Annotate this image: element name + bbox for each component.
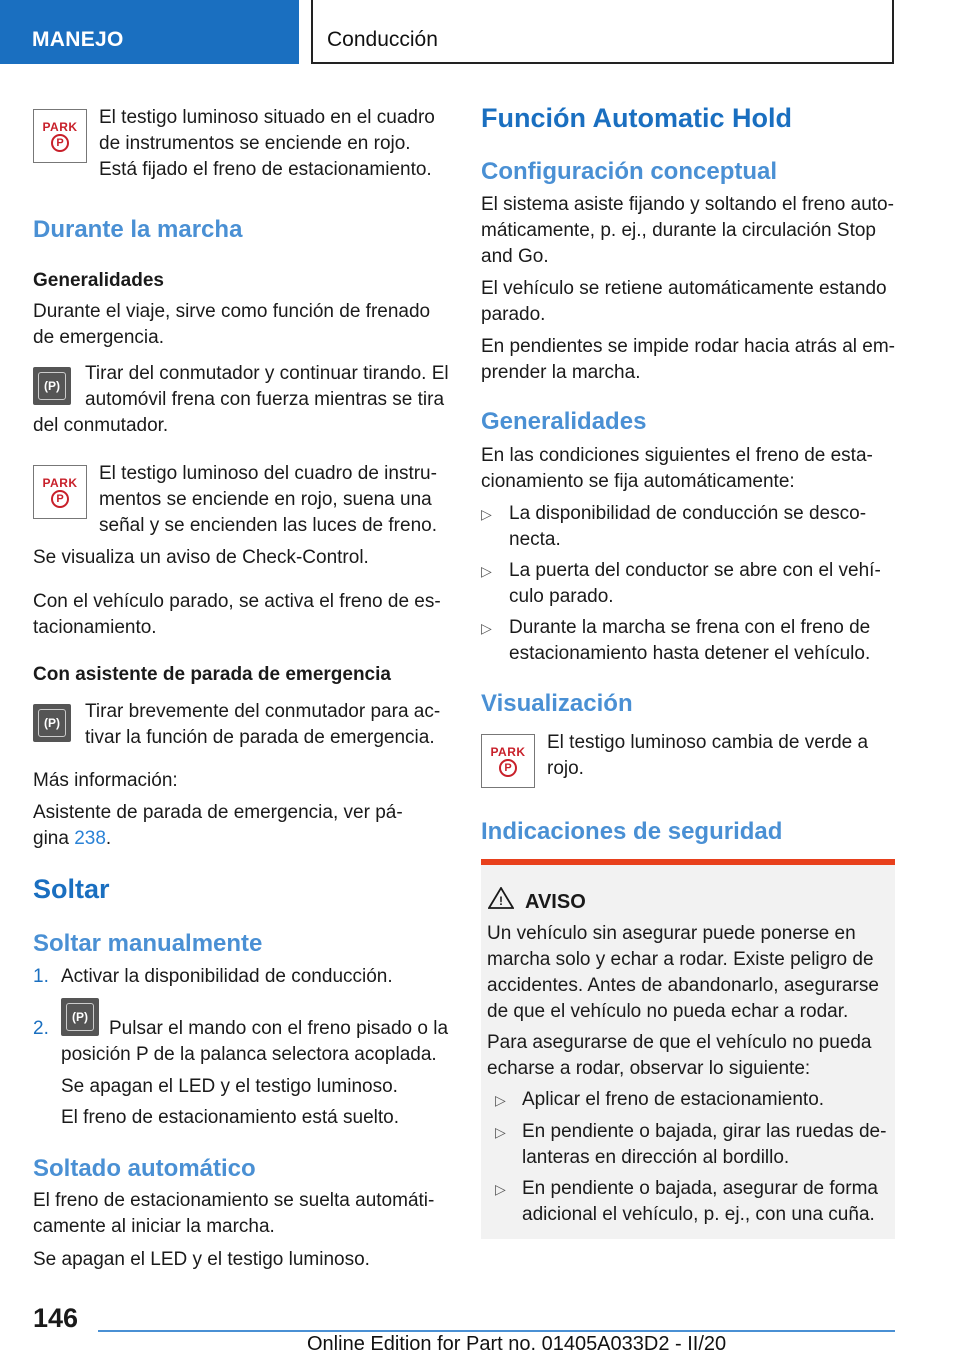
visualizacion-heading: Visualización: [481, 690, 633, 717]
list-item: La disponibilidad de conducción se desco- necta.: [509, 503, 867, 550]
parado-text: Con el vehículo parado, se activa el freno de es- tacionamiento.: [33, 591, 441, 638]
auto-text: El freno de estacionamiento se suelta automáti- camente al iniciar la marcha.: [33, 1190, 435, 1237]
seguridad-heading: Indicaciones de seguridad: [481, 818, 783, 845]
asistente-heading: Con asistente de parada de emergencia: [33, 664, 391, 685]
soltado-automatico-heading: Soltado automático: [33, 1155, 256, 1182]
asistente-text: Tirar brevemente del conmutador para ac- tivar la función de parada de emergencia.: [85, 701, 441, 748]
mas-info-label: Más información:: [33, 770, 178, 791]
section-title: MANEJO: [32, 28, 124, 51]
chapter-title: Conducción: [327, 28, 438, 51]
footer-divider: [98, 1330, 895, 1332]
bullet-icon: ▷: [495, 1124, 506, 1140]
list-item: En pendiente o bajada, girar las ruedas de- lanteras en dirección al bordillo.: [522, 1121, 887, 1168]
step-2-sub-1: Se apagan el LED y el testigo luminoso.: [61, 1076, 398, 1097]
tirar-text: Tirar del conmutador y continuar tirando. El automóvil frena con fuerza mientras se tira del conmutador.: [33, 363, 449, 436]
chapter-tab: [311, 0, 894, 64]
parking-switch-icon: (P): [61, 998, 99, 1036]
soltar-heading: Soltar: [33, 874, 110, 904]
pendiente-text: En pendientes se impide rodar hacia atrás al em- prender la marcha.: [481, 336, 896, 383]
durante-heading: Durante la marcha: [33, 216, 243, 243]
list-item: En pendiente o bajada, asegurar de forma adicional el vehículo, p. ej., con una cuña.: [522, 1178, 878, 1225]
list-item: Aplicar el freno de estacionamiento.: [522, 1089, 825, 1110]
svg-text:!: !: [499, 894, 503, 908]
warning-text: Un vehículo sin asegurar puede ponerse en marcha solo y echar a rodar. Existe peligro de accidentes. Antes de abandonarlo, asegurarse de que el vehículo no pueda echar a rodar.: [487, 923, 879, 1022]
park-text-2: El testigo luminoso del cuadro de instru- mentos se enciende en rojo, suena una señal y se encienden las luces de freno.: [99, 463, 437, 536]
step-2: 2. Pulsar el mando con el freno pisado o la posición P de la palanca selectora acoplada.: [33, 1018, 449, 1065]
step-2-sub-2: El freno de estacionamiento está suelto.: [61, 1107, 399, 1128]
list-item: Durante la marcha se frena con el freno de estacionamiento hasta detener el vehículo.: [509, 617, 871, 664]
warning-label: AVISO: [525, 891, 586, 913]
generalidades-heading: Generalidades: [33, 270, 164, 291]
page-238-link[interactable]: 238: [74, 828, 106, 849]
parking-switch-icon: (P): [33, 367, 71, 405]
bullet-icon: ▷: [495, 1092, 506, 1108]
generalidades-r-heading: Generalidades: [481, 408, 647, 435]
edition-text: Online Edition for Part no. 01405A033D2 - II/20: [307, 1333, 727, 1355]
configuracion-heading: Configuración conceptual: [481, 158, 778, 185]
gen-text: En las condiciones siguientes el freno de esta- cionamiento se fija automáticamente:: [481, 445, 873, 492]
bullet-icon: ▷: [481, 563, 492, 579]
bullet-icon: ▷: [481, 620, 492, 636]
park-text-1: El testigo luminoso situado en el cuadro de instrumentos se enciende en rojo. Está fijado el freno de estacionamiento.: [99, 107, 435, 180]
step-1: 1. Activar la disponibilidad de conducción.: [33, 966, 393, 987]
park-warning-icon: PARK P: [33, 109, 87, 163]
concept-text: El sistema asiste fijando y soltando el freno auto- máticamente, p. ej., durante la circulación Stop and Go.: [481, 194, 894, 267]
bullet-icon: ▷: [495, 1181, 506, 1197]
warning-triangle-icon: [488, 887, 514, 909]
retiene-text: El vehículo se retiene automáticamente estando parado.: [481, 278, 887, 325]
checkcontrol-text: Se visualiza un aviso de Check-Control.: [33, 547, 369, 568]
soltar-manual-heading: Soltar manualmente: [33, 930, 263, 957]
automatic-hold-heading: Función Automatic Hold: [481, 103, 792, 133]
vis-text: El testigo luminoso cambia de verde a rojo.: [547, 732, 869, 779]
generalidades-text: Durante el viaje, sirve como función de frenado de emergencia.: [33, 301, 431, 348]
warning-box: [481, 859, 895, 1239]
page-number: 146: [33, 1303, 79, 1333]
warning-text-2: Para asegurarse de que el vehículo no pueda echarse a rodar, observar lo siguiente:: [487, 1032, 872, 1079]
section-tab: [0, 0, 299, 64]
park-warning-icon: PARK P: [33, 465, 87, 519]
list-item: La puerta del conductor se abre con el vehí- culo parado.: [509, 560, 881, 607]
bullet-icon: ▷: [481, 506, 492, 522]
parking-switch-icon: (P): [33, 704, 71, 742]
auto-text-2: Se apagan el LED y el testigo luminoso.: [33, 1249, 370, 1270]
park-warning-icon: PARK P: [481, 734, 535, 788]
asistente-reference: Asistente de parada de emergencia, ver pá- gina 238.: [33, 802, 403, 849]
